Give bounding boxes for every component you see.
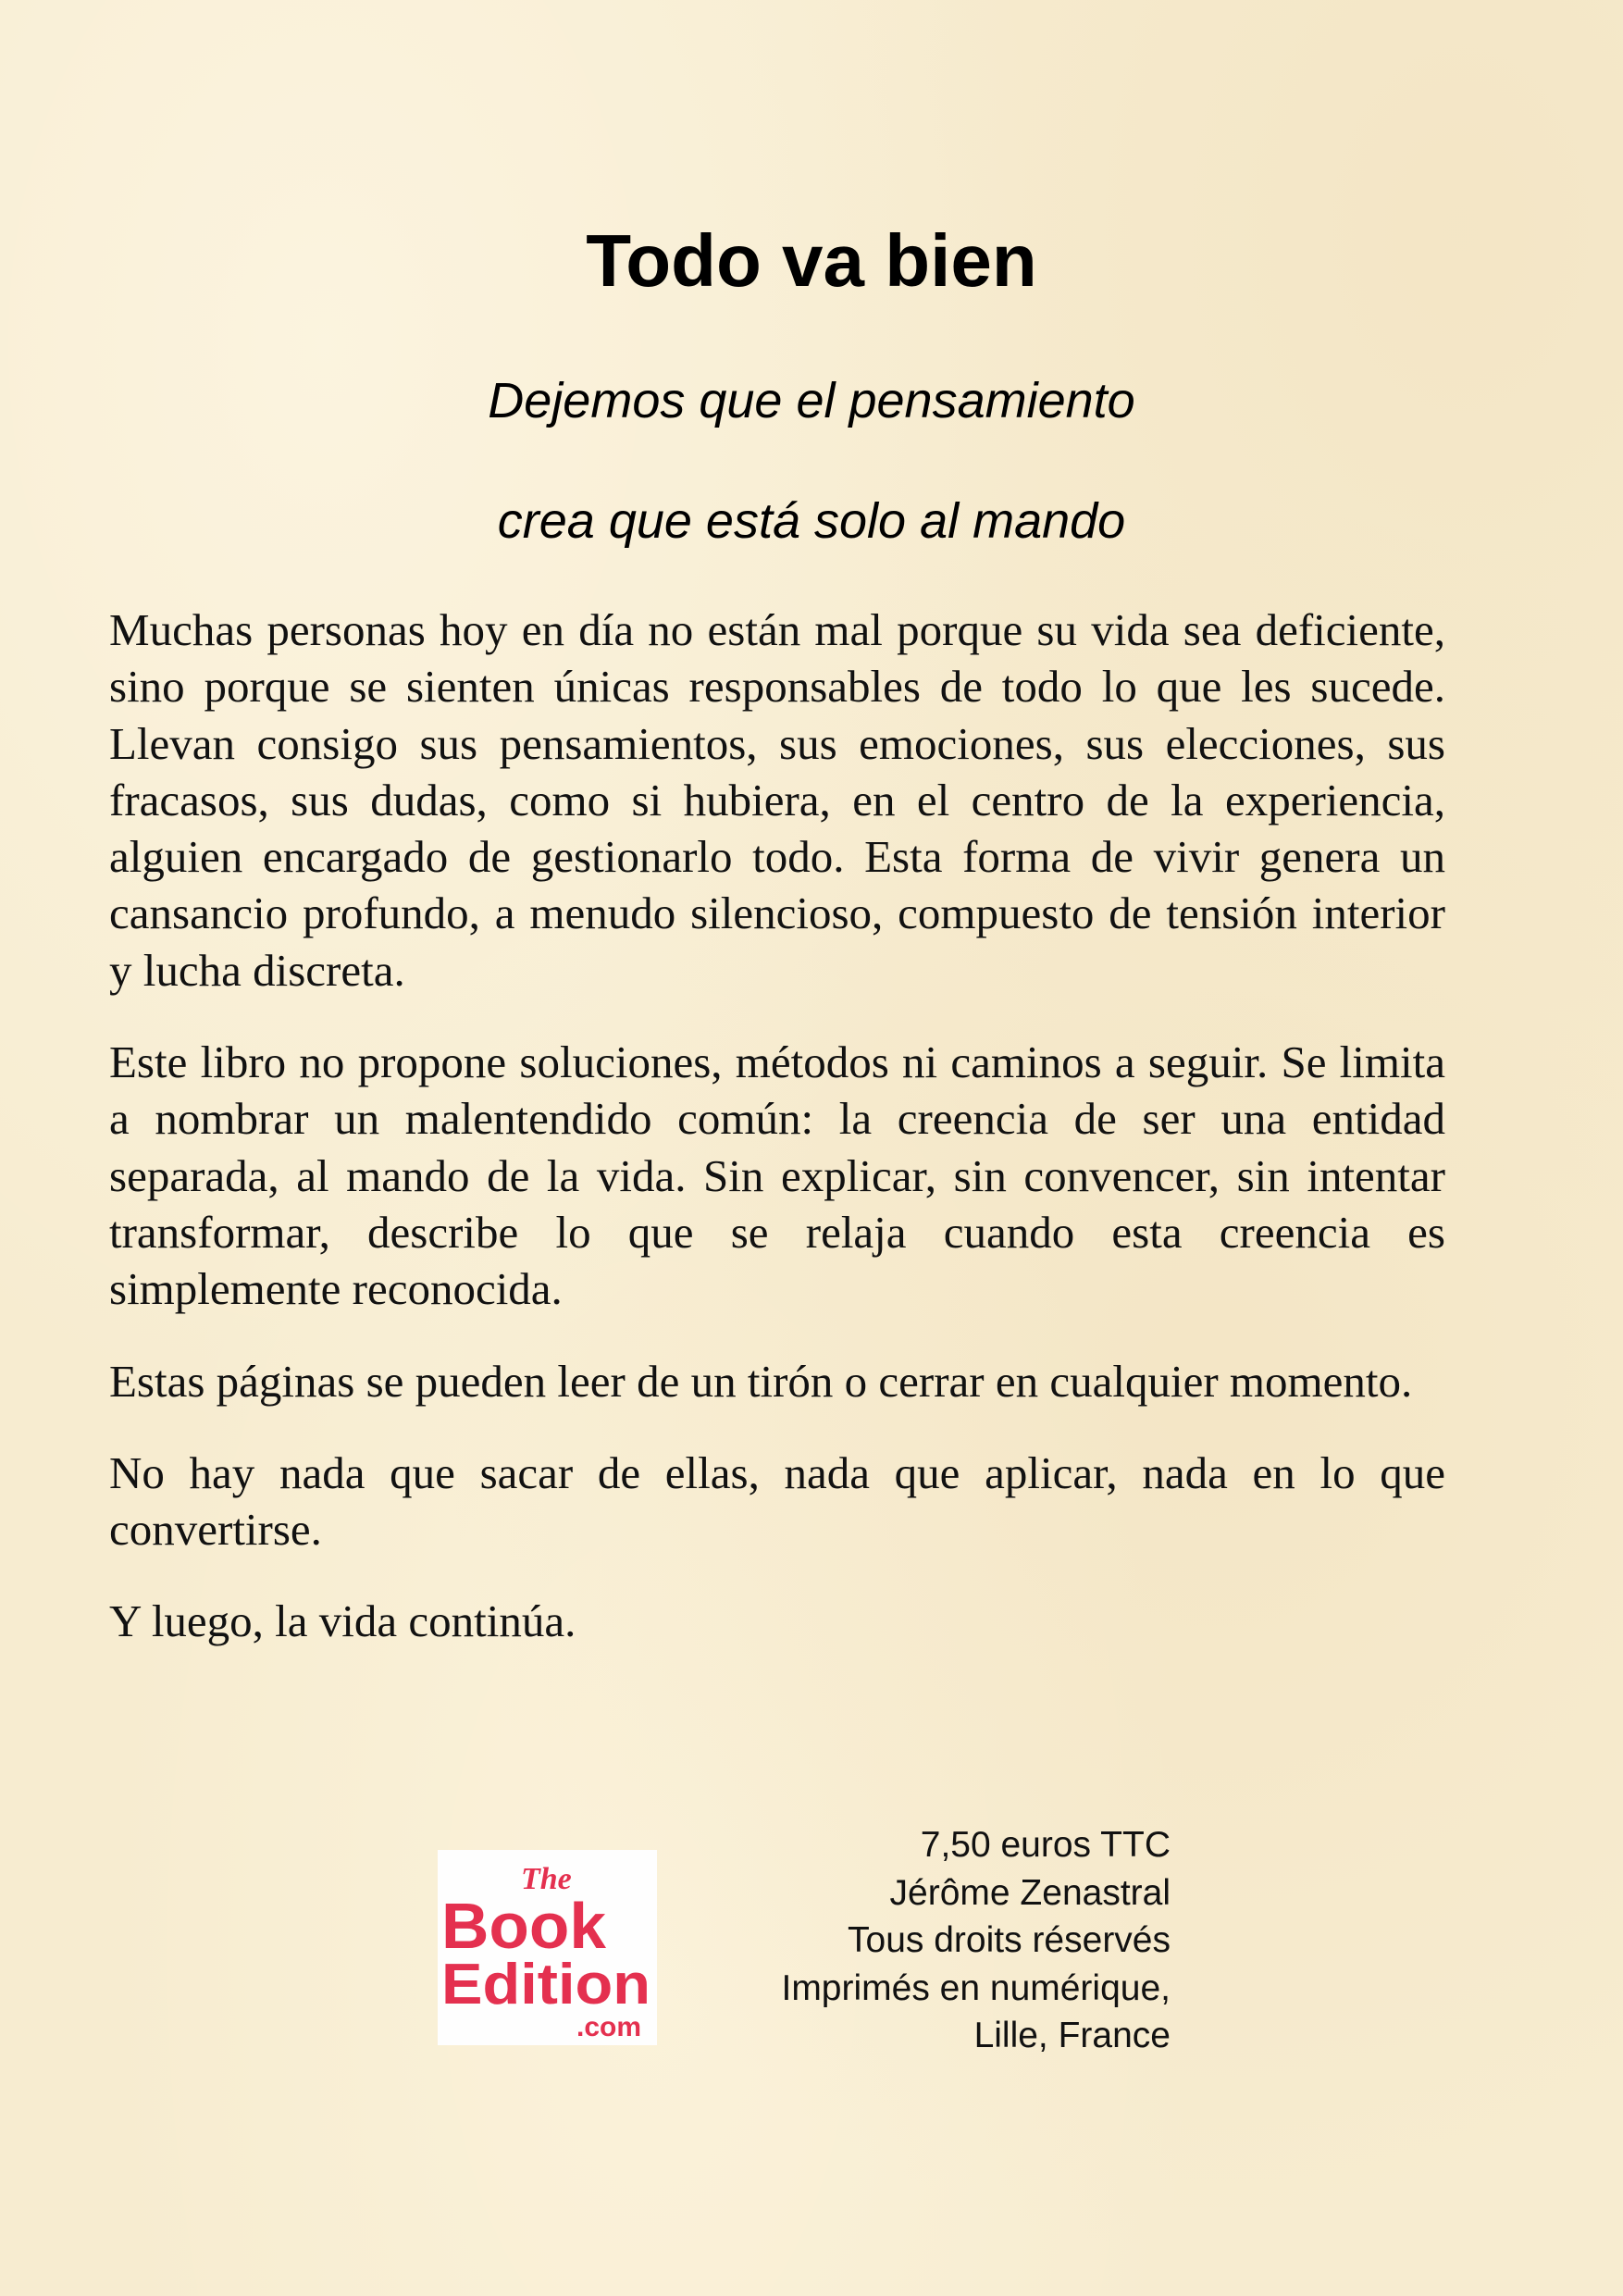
- the-book-edition-logo-icon: [438, 1850, 657, 2045]
- blurb-paragraph-4: No hay nada que sacar de ellas, nada que aplicar, nada en lo que convertirse.: [109, 1446, 1445, 1556]
- price-text: 7,50 euros TTC: [920, 1825, 1171, 1865]
- blurb-paragraph-2: Este libro no propone soluciones, métodos ni caminos a seguir. Se limita a nombrar un malentendido común: la creencia de ser una entidad separada, al mando de la vida. Sin explicar, sin convencer, sin intentar transformar, describe lo que se relaja cuando esta creencia es simplemente reconocida.: [109, 1036, 1445, 1315]
- blurb-paragraph-1: Muchas personas hoy en día no están mal porque su vida sea deficiente, sino porque se sienten únicas responsables de todo lo que les sucede. Llevan consigo sus pensamientos, sus emociones, sus elecciones, sus fracasos, sus dudas, como si hubiera, en el centro de la experiencia, alguien encargado de gestionarlo todo. Esta forma de vivir genera un cansancio profundo, a menudo silencioso, compuesto de tensión interior y lucha discreta.: [109, 604, 1445, 996]
- blurb-text: [109, 602, 1445, 1685]
- author-name: Jérôme Zenastral: [889, 1872, 1171, 1913]
- logo-com-text: .com: [576, 2012, 642, 2042]
- blurb-paragraph-3: Estas páginas se pueden leer de un tirón o cerrar en cualquier momento.: [109, 1355, 1413, 1407]
- subtitle-line-1: Dejemos que el pensamiento: [488, 373, 1135, 428]
- book-title: Todo va bien: [586, 219, 1037, 302]
- publisher-logo: [438, 1850, 657, 2045]
- location-text: Lille, France: [973, 2016, 1171, 2055]
- logo-book-text: Book: [441, 1890, 607, 1962]
- logo-the-text: The: [521, 1862, 572, 1896]
- blurb-paragraph-5: Y luego, la vida continúa.: [109, 1595, 576, 1647]
- rights-text: Tous droits réservés: [848, 1920, 1171, 1960]
- printing-text: Imprimés en numérique,: [781, 1967, 1171, 2008]
- subtitle-line-2: crea que está solo al mando: [497, 493, 1126, 549]
- logo-edition-text: Edition: [441, 1953, 650, 2017]
- publication-info: [703, 1821, 1171, 2060]
